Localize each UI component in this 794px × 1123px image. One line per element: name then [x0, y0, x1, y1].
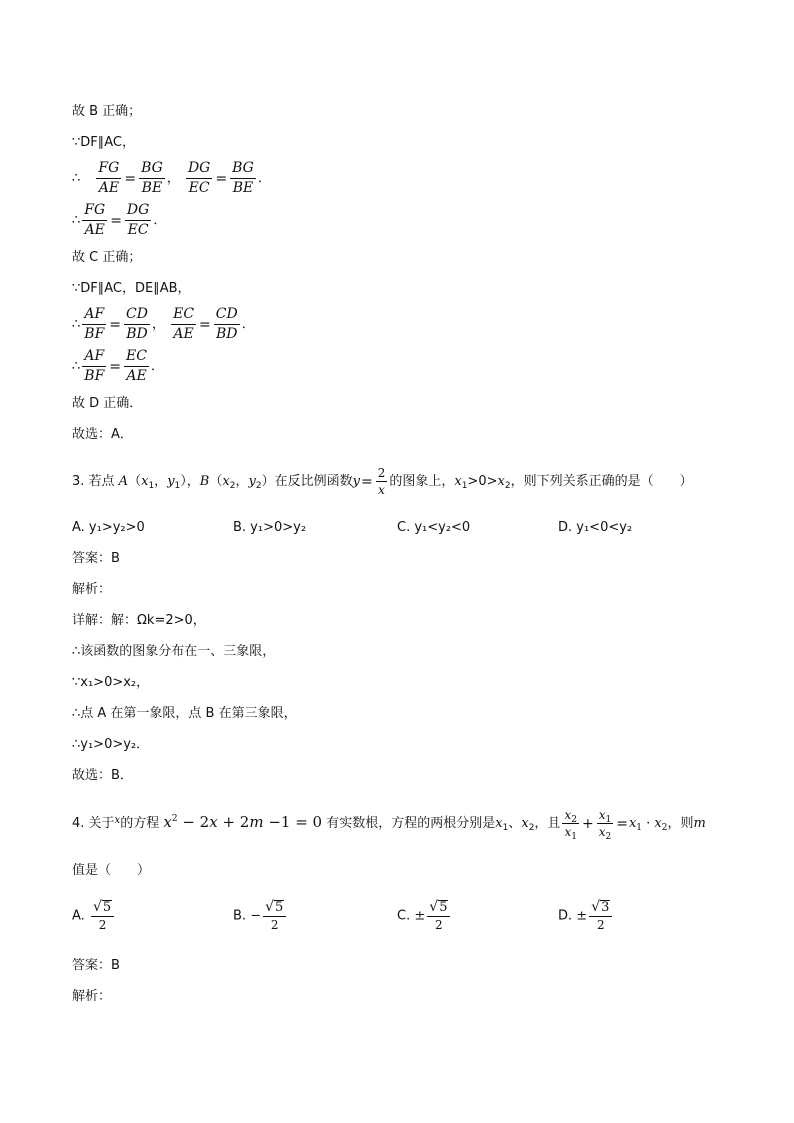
q3-step4: ∴y₁>0>y₂．	[72, 737, 150, 752]
q4-option-d: D. ± √ 3 2	[558, 900, 614, 932]
q3-option-c: C. y₁<y₂<0	[397, 520, 471, 535]
q3-step2: ∵x₁>0>x₂，	[72, 675, 150, 690]
d-conclusion: 故 D 正确．	[72, 396, 143, 411]
q3-answer: 答案：B	[72, 551, 120, 566]
q4-option-c: C. ± √ 5 2	[397, 900, 452, 932]
b-conclusion: 故 B 正确；	[72, 104, 142, 119]
q4-stem: 4. 关于$^x$的方程 $x^2 - 2x + 2m -1 = 0$ 有实数根，方程的两根分别是$x_1$、$x_2$，且 $\frac{x_2}{x_1}$ + $\frac{x_1}{x_2}$ $=x_1 \cdot x_2$，则m	[72, 808, 706, 842]
c-step1: ∴ $\frac{FG}{AE}$ = $\frac{BG}{BE}$ ， $\frac{DG}{EC}$ = $\frac{BG}{BE}$ ．	[72, 160, 271, 196]
q4-stem-tail: 值是（ ）	[72, 863, 151, 878]
q4-option-b: B. − √ 5 2	[233, 900, 288, 932]
c-step2: ∴ $\frac{FG}{AE}$ = $\frac{DG}{EC}$ ．	[72, 202, 167, 238]
q2-choice: 故选：A．	[72, 427, 133, 442]
q3-option-a: A. y₁>y₂>0	[72, 520, 145, 535]
c-conclusion: 故 C 正确；	[72, 250, 142, 265]
q3-step3: ∴点 A 在第一象限，点 B 在第三象限，	[72, 706, 297, 721]
c-given: ∵DF∥AC，	[72, 135, 136, 150]
q4-option-a: A. √ 5 2	[72, 900, 116, 932]
q3-option-d: D. y₁<0<y₂	[558, 520, 633, 535]
q3-stem: 3. 若点 $A(x_1$，$y_1$），$B(x_2$，$y_2$）在反比例函数y= $\frac{2}{x}$ 的图象上，$x_1>0>x_2$，则下列关系正确的是（ ）	[72, 466, 693, 497]
q3-detail: 详解：解：Ωk=2>0，	[72, 613, 206, 628]
d-given: ∵DF∥AC，DE∥AB，	[72, 281, 191, 296]
q3-option-b: B. y₁>0>y₂	[233, 520, 307, 535]
q4-answer: 答案：B	[72, 958, 120, 973]
q3-analysis-label: 解析：	[72, 582, 112, 597]
q3-step1: ∴该函数的图象分布在一、三象限，	[72, 644, 276, 659]
q4-analysis-label: 解析：	[72, 989, 112, 1004]
q3-choice: 故选：B．	[72, 768, 133, 783]
d-step2: ∴ $\frac{AF}{BF}$ = $\frac{EC}{AE}$ ．	[72, 348, 164, 384]
d-step1: ∴ $\frac{AF}{BF}$ = $\frac{CD}{BD}$ ， $\frac{EC}{AE}$ = $\frac{CD}{BD}$ ．	[72, 306, 255, 342]
